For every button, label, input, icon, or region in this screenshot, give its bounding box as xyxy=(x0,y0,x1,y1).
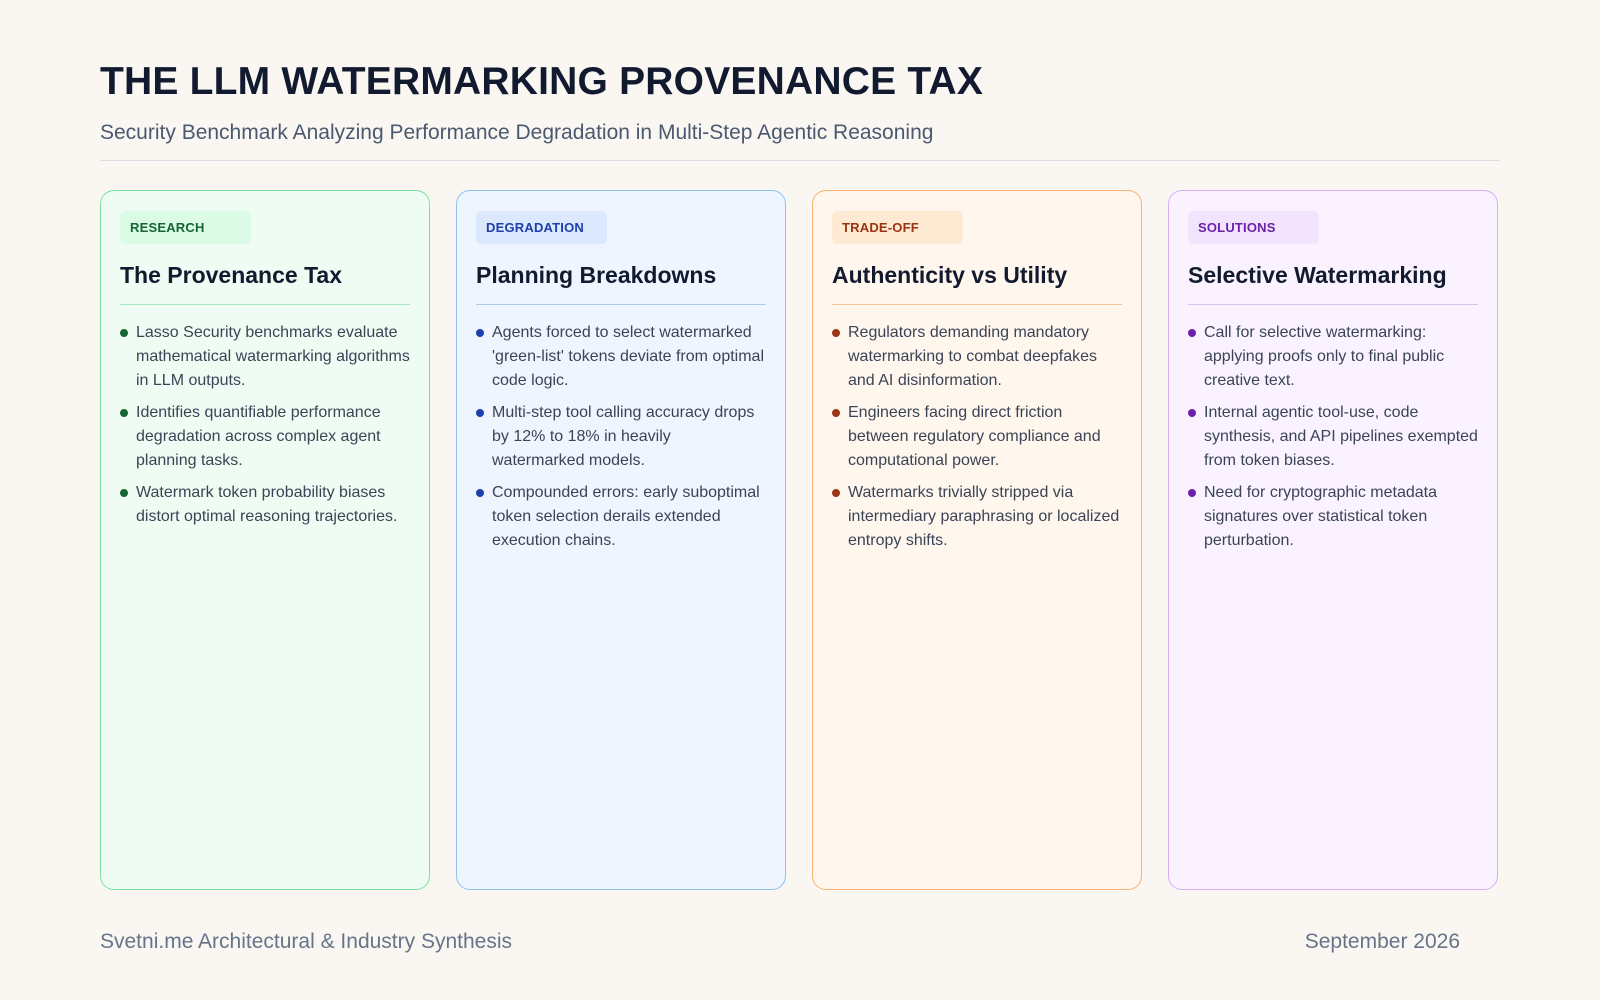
card-title: Planning Breakdowns xyxy=(476,262,717,288)
bullet-dot-icon xyxy=(476,409,484,417)
bullet-item xyxy=(120,401,410,473)
bullet-item xyxy=(1188,481,1478,553)
bullet-dot-icon xyxy=(832,489,840,497)
card-tag: RESEARCH xyxy=(120,211,251,244)
bullet-dot-icon xyxy=(1188,409,1196,417)
card-tag: TRADE-OFF xyxy=(832,211,963,244)
bullet-dot-icon xyxy=(120,489,128,497)
bullet-item xyxy=(120,481,410,529)
bullet-item xyxy=(832,481,1122,553)
card-title: Authenticity vs Utility xyxy=(832,262,1068,288)
bullet-item xyxy=(1188,401,1478,473)
card-divider xyxy=(832,304,1122,305)
bullet-text: Agents forced to select watermarked 'green-list' tokens deviate from optimal code logic. xyxy=(492,324,765,389)
bullet-dot-icon xyxy=(832,409,840,417)
card-divider xyxy=(476,304,766,305)
card-research xyxy=(100,190,430,890)
card-tag: DEGRADATION xyxy=(476,211,607,244)
header-divider xyxy=(100,160,1500,161)
bullet-dot-icon xyxy=(120,329,128,337)
bullet-text: Lasso Security benchmarks evaluate mathematical watermarking algorithms in LLM outputs. xyxy=(136,324,410,389)
bullet-dot-icon xyxy=(1188,329,1196,337)
bullet-text: Watermark token probability biases distort optimal reasoning trajectories. xyxy=(136,484,398,525)
bullet-item xyxy=(832,321,1122,393)
bullet-list xyxy=(1188,321,1478,553)
bullet-dot-icon xyxy=(1188,489,1196,497)
bullet-dot-icon xyxy=(120,409,128,417)
card-tag: SOLUTIONS xyxy=(1188,211,1319,244)
bullet-dot-icon xyxy=(476,489,484,497)
card-title: The Provenance Tax xyxy=(120,262,342,288)
bullet-item xyxy=(832,401,1122,473)
bullet-list xyxy=(120,321,410,529)
bullet-text: Engineers facing direct friction between regulatory compliance and computational power. xyxy=(848,404,1101,469)
bullet-text: Identifies quantifiable performance degradation across complex agent planning tasks. xyxy=(136,404,381,469)
bullet-text: Multi-step tool calling accuracy drops by 12% to 18% in heavily watermarked models. xyxy=(492,404,755,469)
bullet-text: Internal agentic tool-use, code synthesis, and API pipelines exempted from token biases. xyxy=(1204,404,1478,469)
bullet-item xyxy=(476,401,766,473)
footer-source: Svetni.me Architectural & Industry Synthesis xyxy=(100,930,513,953)
bullet-dot-icon xyxy=(832,329,840,337)
card-divider xyxy=(120,304,410,305)
bullet-text: Watermarks trivially stripped via intermediary paraphrasing or localized entropy shifts. xyxy=(848,484,1120,549)
bullet-text: Need for cryptographic metadata signatures over statistical token perturbation. xyxy=(1204,484,1438,549)
card-divider xyxy=(1188,304,1478,305)
bullet-item xyxy=(120,321,410,393)
bullet-item xyxy=(476,321,766,393)
bullet-text: Compounded errors: early suboptimal token selection derails extended execution chains. xyxy=(492,484,760,549)
bullet-list xyxy=(832,321,1122,553)
card-title: Selective Watermarking xyxy=(1188,262,1447,288)
bullet-text: Call for selective watermarking: applying proofs only to final public creative text. xyxy=(1204,324,1445,389)
card-solutions xyxy=(1168,190,1498,890)
card-grid xyxy=(100,190,1500,890)
card-degradation xyxy=(456,190,786,890)
bullet-item xyxy=(1188,321,1478,393)
page-subtitle: Security Benchmark Analyzing Performance Degradation in Multi-Step Agentic Reasoning xyxy=(100,121,934,144)
bullet-item xyxy=(476,481,766,553)
card-tradeoff xyxy=(812,190,1142,890)
page-title: THE LLM WATERMARKING PROVENANCE TAX xyxy=(100,60,984,103)
footer-date: September 2026 xyxy=(1304,930,1460,953)
bullet-dot-icon xyxy=(476,329,484,337)
bullet-text: Regulators demanding mandatory watermarking to combat deepfakes and AI disinformation. xyxy=(848,324,1098,389)
bullet-list xyxy=(476,321,766,553)
